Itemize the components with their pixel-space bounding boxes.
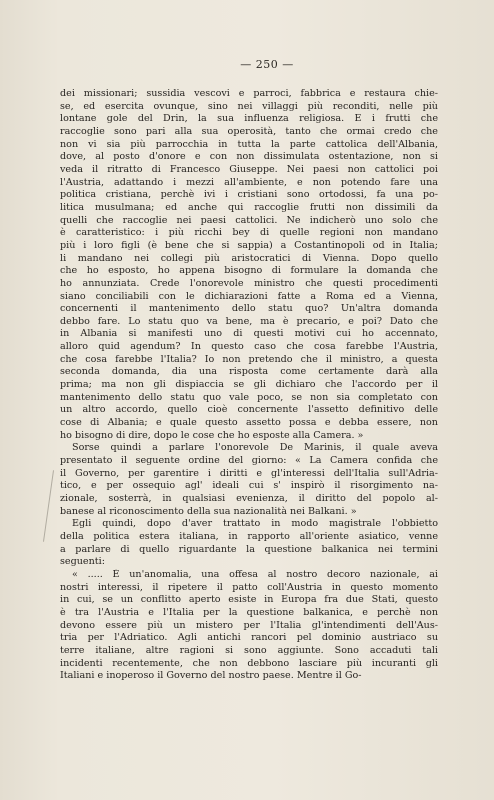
body-text bbox=[60, 88, 438, 683]
text-line: dove, al posto d'onore e con non dissimulata ostentazione, non si bbox=[60, 151, 438, 163]
text-line: non vi sia più parrocchia in tutta la parte cattolica dell'Albania, bbox=[60, 138, 438, 150]
text-line: veda il ritratto di Francesco Giuseppe. Nei paesi non cattolici poi bbox=[60, 163, 438, 175]
text-line: raccoglie sono pari alla sua operosità, tanto che ormai credo che bbox=[60, 125, 438, 137]
text-line: l'Austria, adattando i mezzi all'ambiente, e non potendo fare una bbox=[60, 176, 438, 188]
text-line: banese al riconoscimento della sua nazionalità nei Balkani. » bbox=[60, 505, 357, 517]
text-line: in Albania si manifesti uno di questi motivi cui ho accennato, bbox=[60, 328, 438, 340]
text-line: terre italiane, altre ragioni si sono aggiunte. Sono accaduti tali bbox=[60, 644, 438, 656]
text-line: Italiani e inoperoso il Governo del nostro paese. Mentre il Go- bbox=[60, 670, 362, 682]
text-line: presentato il seguente ordine del giorno: « La Camera confida che bbox=[60, 455, 438, 467]
text-line: il Governo, per garentire i diritti e gl'interessi dell'Italia sull'Adria- bbox=[60, 467, 438, 479]
text-line: debbo fare. Lo statu quo va bene, ma è precario, e poi? Dato che bbox=[60, 315, 438, 327]
text-line: lontane gole del Drin, la sua influenza religiosa. E i frutti che bbox=[60, 113, 438, 125]
text-line: che cosa farebbe l'Italia? Io non pretendo che il ministro, a questa bbox=[60, 353, 438, 365]
text-line: li mandano nei collegi più aristocratici di Vienna. Dopo quello bbox=[60, 252, 438, 264]
text-line: dei missionari; sussidia vescovi e parroci, fabbrica e restaura chie- bbox=[60, 88, 438, 99]
text-line: cose di Albania; e quale questo assetto possa e debba essere, non bbox=[60, 417, 438, 429]
text-line: devono essere più un mistero per l'Italia gl'intendimenti dell'Aus- bbox=[60, 619, 438, 631]
text-line: che ho esposto, ho appena bisogno di formulare la domanda che bbox=[60, 265, 438, 277]
text-line: incidenti recentemente, che non debbono lasciare più incuranti gli bbox=[60, 657, 438, 669]
text-line: nostri interessi, il ripetere il patto coll'Austria in questo momento bbox=[60, 581, 438, 593]
page-number: — 250 — bbox=[240, 58, 294, 71]
text-line: mantenimento dello statu quo vale poco, se non sia completato con bbox=[60, 391, 438, 403]
text-line: seconda domanda, dia una risposta come certamente darà alla bbox=[60, 366, 438, 378]
text-line: è caratteristico: i più ricchi bey di quelle regioni non mandano bbox=[60, 227, 438, 239]
text-line: alloro quid agendum? In questo caso che cosa farebbe l'Austria, bbox=[60, 341, 438, 353]
text-line: tico, e per ossequio agl' ideali cui s' inspirò il risorgimento na- bbox=[60, 480, 438, 492]
text-line: litica musulmana; ed anche qui raccoglie frutti non dissimili da bbox=[60, 201, 438, 213]
margin-pencil-mark bbox=[43, 470, 54, 541]
text-line: un altro accordo, quello cioè concernente l'assetto definitivo delle bbox=[60, 404, 438, 416]
text-line: più i loro figli (è bene che si sappia) a Costantinopoli od in Italia; bbox=[60, 239, 438, 251]
text-line: in cui, se un conflitto aperto esiste in Europa fra due Stati, questo bbox=[60, 594, 438, 606]
text-line: della politica estera italiana, in rapporto all'oriente asiatico, venne bbox=[60, 530, 438, 542]
text-line: politica cristiana, perchè ivi i cristiani sono ortodossi, fa una po- bbox=[60, 189, 438, 201]
text-line: prima; ma non gli dispiaccia se gli dichiaro che l'accordo per il bbox=[60, 379, 438, 391]
text-line: siano conciliabili con le dichiarazioni fatte a Roma ed a Vienna, bbox=[60, 290, 438, 302]
text-line: ho annunziata. Crede l'onorevole ministro che questi procedimenti bbox=[60, 277, 438, 289]
text-line: se, ed esercita ovunque, sino nei villaggi più reconditi, nelle più bbox=[60, 100, 438, 112]
text-line: Egli quindi, dopo d'aver trattato in modo magistrale l'obbietto bbox=[72, 518, 438, 530]
text-line: Sorse quindi a parlare l'onorevole De Marinis, il quale aveva bbox=[72, 442, 438, 454]
text-line: zionale, sosterrà, in qualsiasi evenienza, il diritto del popolo al- bbox=[60, 493, 438, 504]
text-line: è tra l'Austria e l'Italia per la questione balkanica, e perchè non bbox=[60, 606, 438, 618]
text-line: a parlare di quello riguardante la questione balkanica nei termini bbox=[60, 543, 438, 555]
text-line: quelli che raccoglie nei paesi cattolici. Ne indicherò uno solo che bbox=[60, 214, 438, 226]
text-line: concernenti il mantenimento dello statu quo? Un'altra domanda bbox=[60, 303, 438, 315]
text-line: ho bisogno di dire, dopo le cose che ho esposte alla Camera. » bbox=[60, 429, 364, 441]
text-line: seguenti: bbox=[60, 556, 105, 568]
text-line: « ..... È un'anomalia, una offesa al nostro decoro nazionale, ai bbox=[72, 568, 438, 580]
text-line: tria per l'Adriatico. Agli antichi rancori pel dominio austriaco su bbox=[60, 632, 438, 644]
